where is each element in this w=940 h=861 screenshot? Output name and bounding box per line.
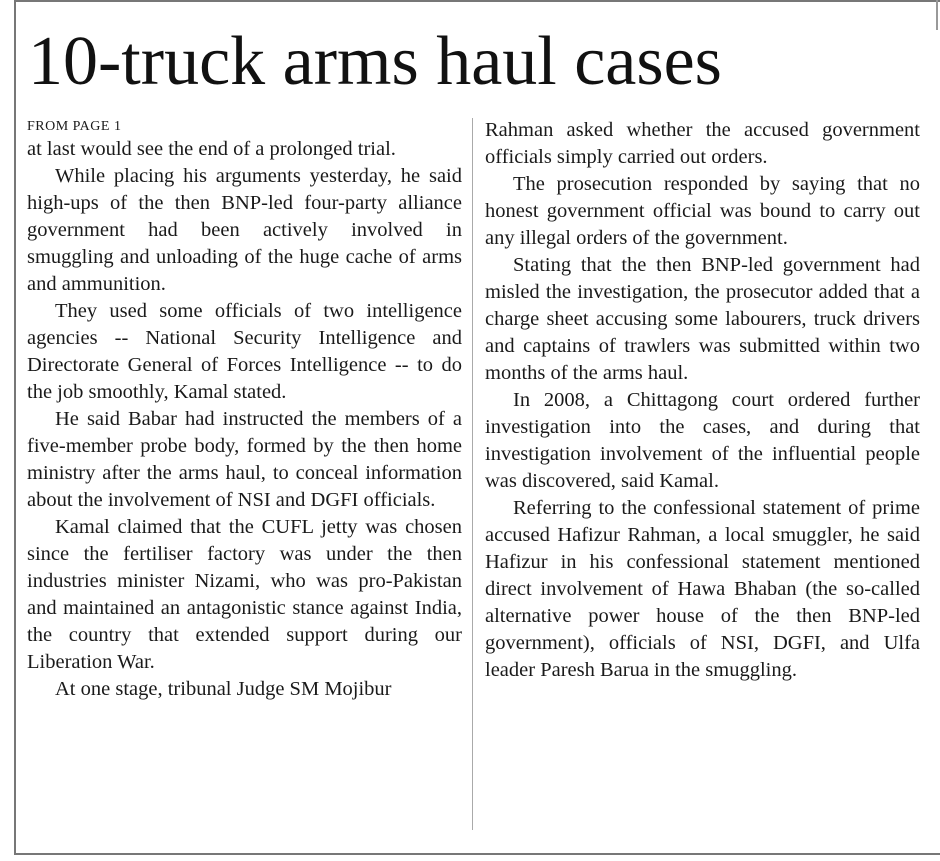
column-gutter (472, 118, 473, 830)
article-column-right (485, 117, 920, 684)
paragraph: At one stage, tribunal Judge SM Mojibur (55, 678, 392, 700)
paragraph: Stating that the then BNP-led government had misled the investigation, the prosecutor added that a charge sheet accusing some labourers, truck drivers and captains of trawlers was submitted within two months of the arms haul. (485, 254, 920, 384)
from-page-label: FROM PAGE 1 (27, 119, 122, 134)
frame-right-rule (936, 0, 938, 30)
article-column-left (27, 118, 462, 703)
paragraph: In 2008, a Chittagong court ordered further investigation into the cases, and during that investigation involvement of the influential people was discovered, said Kamal. (485, 389, 920, 492)
paragraph: While placing his arguments yesterday, he said high-ups of the then BNP-led four-party alliance government had been actively involved in smuggling and unloading of the huge cache of arms and ammunition. (27, 165, 462, 295)
paragraph: He said Babar had instructed the members of a five-member probe body, formed by the then home ministry after the arms haul, to conceal information about the involvement of NSI and DGFI officials. (27, 408, 462, 511)
paragraph: They used some officials of two intelligence agencies -- National Security Intelligence and Directorate General of Forces Intelligence -- to do the job smoothly, Kamal stated. (27, 300, 462, 403)
frame-left-rule (14, 0, 16, 855)
paragraph: Rahman asked whether the accused government officials simply carried out orders. (485, 119, 920, 168)
article-headline: 10-truck arms haul cases (28, 23, 722, 100)
paragraph: The prosecution responded by saying that no honest government official was bound to carry out any illegal orders of the government. (485, 173, 920, 249)
frame-top-rule (14, 0, 940, 2)
frame-bottom-rule (14, 853, 940, 855)
paragraph: Referring to the confessional statement of prime accused Hafizur Rahman, a local smuggler, he said Hafizur in his confessional statement mentioned direct involvement of Hawa Bhaban (the so-called alternative power house of the then BNP-led government), officials of NSI, DGFI, and Ulfa leader Paresh Barua in the smuggling. (485, 497, 920, 681)
paragraph: Kamal claimed that the CUFL jetty was chosen since the fertiliser factory was under the then industries minister Nizami, who was pro-Pakistan and maintained an antagonistic stance against India, the country that extended support during our Liberation War. (27, 516, 462, 673)
paragraph: at last would see the end of a prolonged trial. (27, 138, 396, 160)
